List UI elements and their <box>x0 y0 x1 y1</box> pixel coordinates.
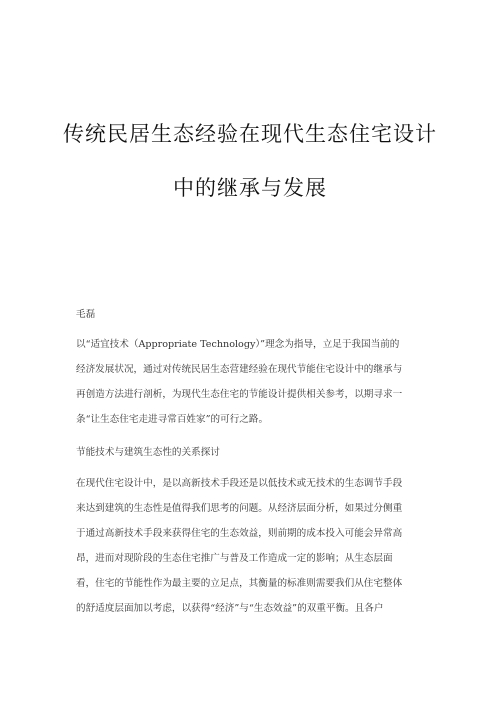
abstract-line: 经济发展状况，通过对传统民居生态营建经验在现代节能住宅设计中的继承与 <box>76 364 403 375</box>
body-line: 看，住宅的节能性作为最主要的立足点，其衡量的标准则需要我们从住宅整体 <box>76 578 403 589</box>
document-title-line-1: 传统民居生态经验在现代生态住宅设计 <box>63 122 437 146</box>
body-line: 来达到建筑的生态性是值得我们思考的问题。从经济层面分析，如果过分侧重 <box>76 503 403 514</box>
section-heading: 节能技术与建筑生态性的关系探讨 <box>76 447 220 458</box>
abstract-paragraph <box>76 332 428 432</box>
author-name: 毛磊 <box>76 309 96 320</box>
abstract-line: 以“适宜技术（Appropriate Technology）”理念为指导，立足于我国当前的 <box>76 339 400 350</box>
document-title-line-2: 中的继承与发展 <box>173 176 327 200</box>
body-line: 于通过高新技术手段来获得住宅的生态效益，则前期的成本投入可能会异常高 <box>76 528 403 539</box>
body-line: 的舒适度层面加以考虑，以获得“经济”与“生态效益”的双重平衡。且各户 <box>76 603 384 614</box>
body-line: 在现代住宅设计中，是以高新技术手段还是以低技术或无技术的生态调节手段 <box>76 478 403 489</box>
abstract-line: 条“让生态住宅走进寻常百姓家”的可行之路。 <box>76 414 269 425</box>
abstract-line: 再创造方法进行剖析，为现代生态住宅的节能设计提供相关参考，以期寻求一 <box>76 389 403 400</box>
body-line: 昂，进而对现阶段的生态住宅推广与普及工作造成一定的影响；从生态层面 <box>76 553 393 564</box>
body-paragraph <box>76 471 428 621</box>
